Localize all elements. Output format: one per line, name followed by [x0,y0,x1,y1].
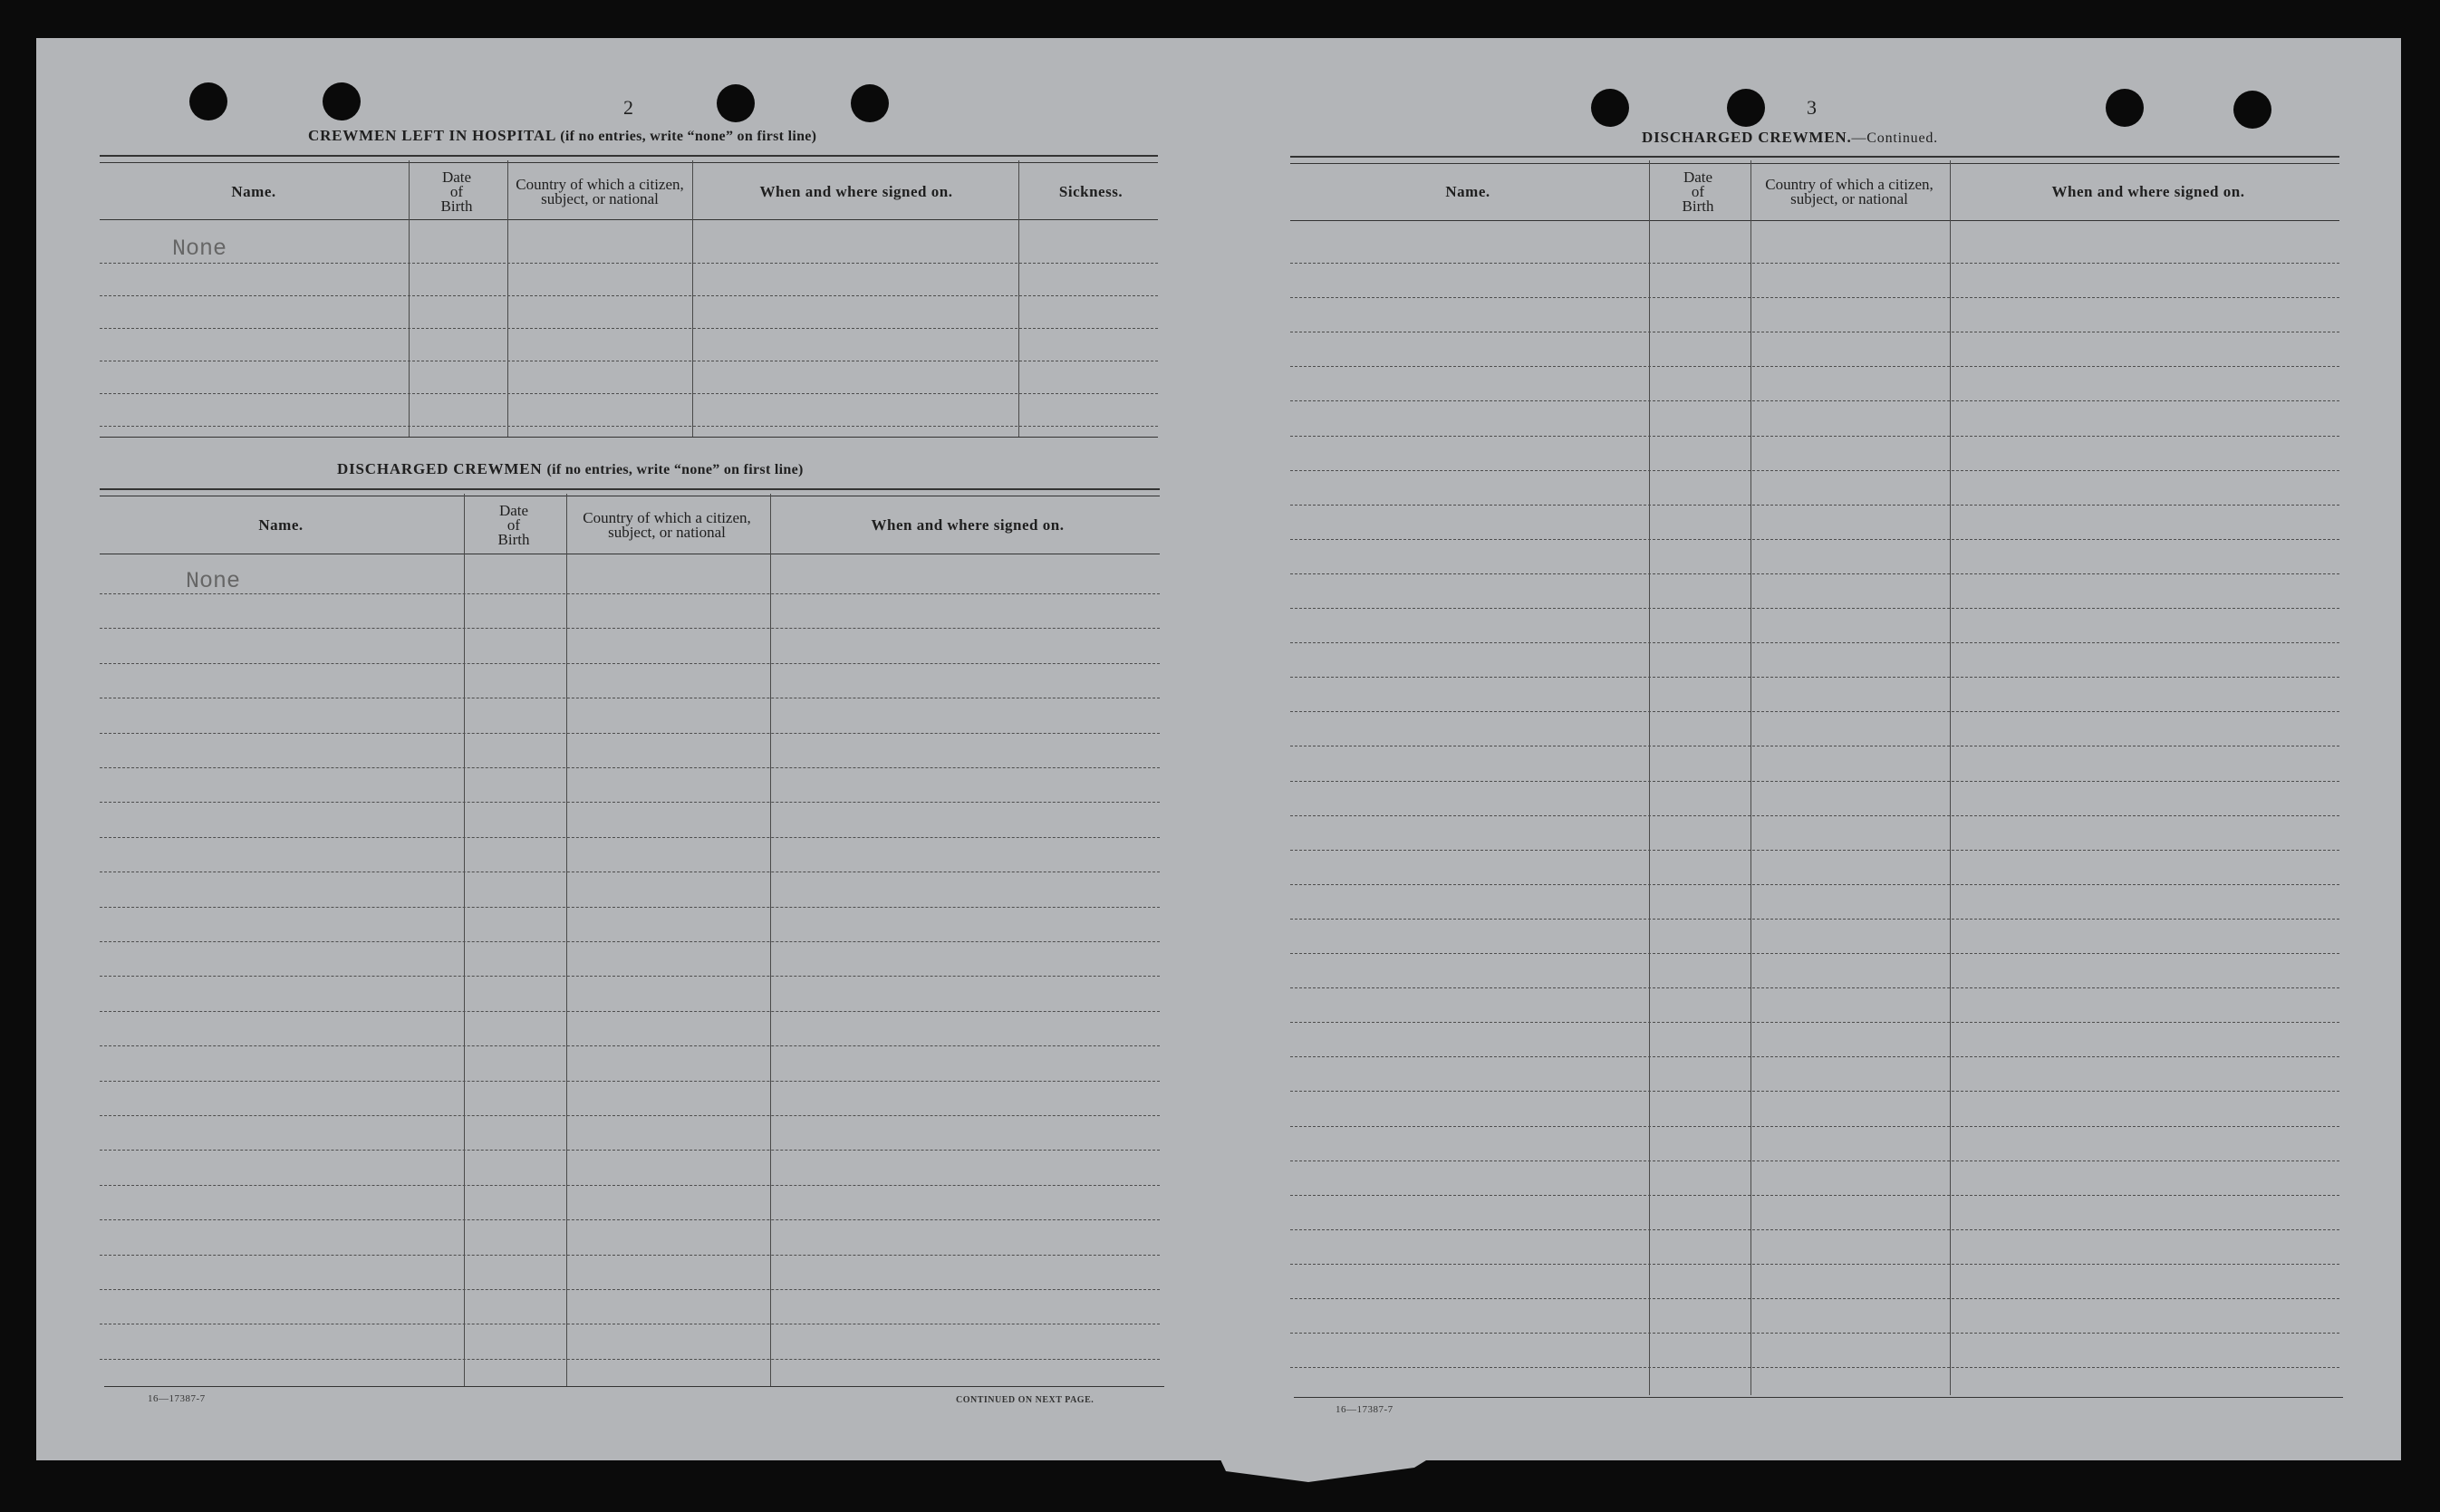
hospital-col-divider [692,160,693,437]
right-col-divider [1950,160,1951,1395]
discharged-entry-none: None [186,568,241,594]
dashed-row [1290,400,2339,401]
discharged-col-signed-on: When and where signed on. [871,516,1065,534]
dashed-row [1290,987,2339,988]
dashed-row [100,593,1160,594]
hospital-dashed-row [100,328,1158,329]
dashed-row [1290,263,2339,264]
dashed-row [100,941,1160,942]
dashed-row [100,733,1160,734]
right-bottom-rule [1294,1397,2343,1398]
dashed-row [1290,1298,2339,1299]
right-col-name: Name. [1445,183,1490,200]
hospital-title-text: CREWMEN LEFT IN HOSPITAL [308,127,556,144]
punch-hole-icon [851,84,889,122]
hospital-section-title [308,127,816,145]
dashed-row [100,907,1160,908]
dashed-row [100,1115,1160,1116]
dashed-row [100,1011,1160,1012]
right-title-text: DISCHARGED CREWMEN. [1642,129,1852,146]
discharged-section-title [337,460,804,478]
dashed-row [100,767,1160,768]
punch-hole-icon [1727,89,1765,127]
dashed-row [100,976,1160,977]
dashed-row [1290,1056,2339,1057]
hospital-col-divider [507,160,508,437]
dashed-row [1290,884,2339,885]
document-paper [36,38,2401,1460]
dashed-row [1290,1126,2339,1127]
dashed-row [1290,1091,2339,1092]
dashed-row [100,1289,1160,1290]
dashed-row [1290,677,2339,678]
punch-hole-icon [2233,91,2271,129]
hospital-bottom-rule [100,437,1158,438]
right-page-number: 3 [1807,96,1817,119]
discharged-top-rule [100,488,1160,496]
dashed-row [1290,815,2339,816]
right-col-dob: Date of Birth [1682,169,1714,215]
hospital-col-country: Country of which a citizen, subject, or national [516,176,684,207]
punch-hole-icon [1591,89,1629,127]
dashed-row [1290,1264,2339,1265]
left-page-number: 2 [623,96,633,119]
dashed-row [1290,781,2339,782]
right-title-continued: —Continued. [1851,130,1938,146]
dashed-row [1290,711,2339,712]
dashed-row [100,1081,1160,1082]
hospital-dashed-row [100,393,1158,394]
left-form-number: 16—17387-7 [148,1393,206,1404]
dashed-row [100,802,1160,803]
right-col-divider [1649,160,1650,1395]
hospital-instruction: (if no entries, write “none” on first line) [560,129,817,144]
hospital-col-sickness: Sickness. [1058,183,1124,200]
hospital-col-signed-on: When and where signed on. [759,183,953,200]
dashed-row [1290,573,2339,574]
dashed-row [1290,470,2339,471]
dashed-row [100,1255,1160,1256]
hospital-col-divider [409,160,410,437]
discharged-title-text: DISCHARGED CREWMEN [337,460,543,477]
dashed-row [100,1045,1160,1046]
right-col-signed-on: When and where signed on. [2051,183,2245,200]
dashed-row [100,663,1160,664]
dashed-row [1290,953,2339,954]
hospital-dashed-row [100,263,1158,264]
dashed-row [100,1185,1160,1186]
dashed-row [1290,297,2339,298]
dashed-row [1290,1022,2339,1023]
dashed-row [1290,1160,2339,1161]
right-top-rule [1290,156,2339,164]
dashed-row [100,628,1160,629]
right-section-title [1642,129,1938,147]
discharged-col-dob: Date of Birth [497,502,530,548]
discharged-col-country: Country of which a citizen, subject, or national [583,509,751,541]
dashed-row [1290,505,2339,506]
hospital-dashed-row [100,295,1158,296]
dashed-row [1290,919,2339,920]
dashed-row [1290,539,2339,540]
dashed-row [1290,1333,2339,1334]
dashed-row [100,1359,1160,1360]
dashed-row [1290,642,2339,643]
punch-hole-icon [717,84,755,122]
punch-hole-icon [2106,89,2144,127]
dashed-row [1290,1229,2339,1230]
right-col-country: Country of which a citizen, subject, or national [1765,176,1934,207]
discharged-bottom-rule [104,1386,1164,1387]
dashed-row [1290,436,2339,437]
hospital-top-rule [100,155,1158,163]
dashed-row [1290,366,2339,367]
dashed-row [1290,1367,2339,1368]
hospital-col-name: Name. [231,183,276,200]
hospital-col-divider [1018,160,1019,437]
punch-hole-icon [189,82,227,120]
discharged-col-name: Name. [258,516,304,534]
paper-tear [1214,1446,1450,1482]
right-form-number: 16—17387-7 [1336,1404,1394,1415]
discharged-instruction: (if no entries, write “none” on first line) [546,462,804,477]
hospital-entry-none: None [172,236,227,262]
right-header-rule [1290,220,2339,221]
punch-hole-icon [323,82,361,120]
dashed-row [100,837,1160,838]
dashed-row [1290,850,2339,851]
dashed-row [100,1219,1160,1220]
continued-note: CONTINUED ON NEXT PAGE. [956,1395,1095,1405]
dashed-row [1290,1195,2339,1196]
right-col-divider [1750,160,1751,1395]
hospital-dashed-row [100,426,1158,427]
dashed-row [100,1150,1160,1151]
dashed-row [1290,608,2339,609]
hospital-header-rule [100,219,1158,220]
hospital-col-dob: Date of Birth [440,169,473,215]
